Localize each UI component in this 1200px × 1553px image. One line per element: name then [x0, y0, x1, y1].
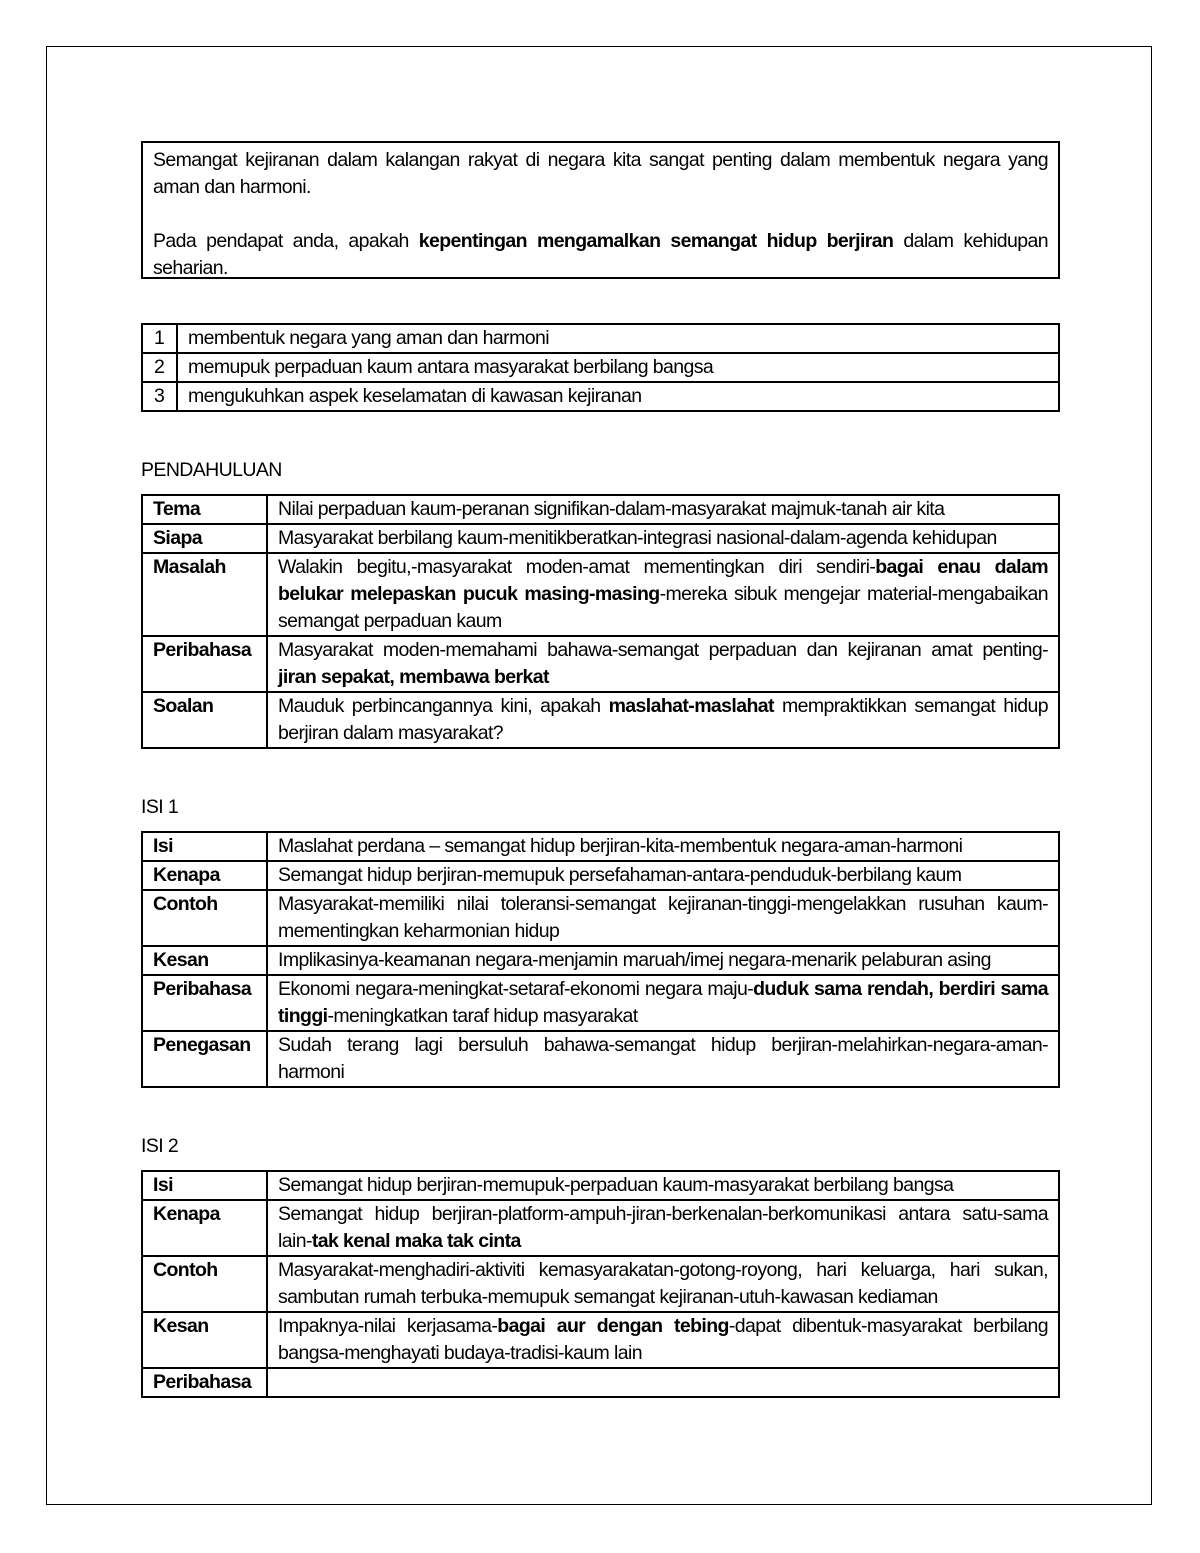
row-label: Siapa [142, 524, 267, 553]
point-number: 2 [142, 353, 177, 382]
row-label: Peribahasa [142, 636, 267, 692]
point-text: mengukuhkan aspek keselamatan di kawasan kejiranan [177, 382, 1059, 411]
table-row [142, 861, 1059, 890]
peribahasa-phrase: jiran sepakat, membawa berkat [278, 666, 549, 688]
table-row [142, 1171, 1059, 1200]
row-text: Maslahat perdana – semangat hidup berjiran-kita-membentuk negara-aman-harmoni [267, 832, 1059, 861]
row-text [267, 975, 1059, 1031]
row-text: Masyarakat-menghadiri-aktiviti kemasyarakatan-gotong-royong, hari keluarga, hari sukan, sambutan rumah terbuka-memupuk semangat kejiranan-utuh-kawasan kediaman [267, 1256, 1059, 1312]
question-context: Semangat kejiranan dalam kalangan rakyat di negara kita sangat penting dalam membentuk negara yang aman dan harmoni. [153, 149, 1048, 198]
isi-2-table [141, 1170, 1060, 1398]
row-text: Masyarakat berbilang kaum-menitikberatkan-integrasi nasional-dalam-agenda kehidupan [267, 524, 1059, 553]
document-content [141, 141, 1060, 1398]
row-label: Tema [142, 495, 267, 524]
table-row [142, 353, 1059, 382]
row-label: Contoh [142, 1256, 267, 1312]
row-text: Nilai perpaduan kaum-peranan signifikan-dalam-masyarakat majmuk-tanah air kita [267, 495, 1059, 524]
points-table [141, 323, 1060, 412]
table-row [142, 553, 1059, 636]
row-text [267, 692, 1059, 748]
row-label: Peribahasa [142, 1368, 267, 1397]
keyword: maslahat-maslahat [608, 695, 774, 717]
row-text [267, 1200, 1059, 1256]
row-label: Kenapa [142, 861, 267, 890]
row-text [267, 553, 1059, 636]
row-text: Semangat hidup berjiran-memupuk persefahaman-antara-penduduk-berbilang kaum [267, 861, 1059, 890]
text-part: Walakin begitu,-masyarakat moden-amat mementingkan diri sendiri- [278, 556, 876, 578]
table-row [142, 324, 1059, 353]
isi-1-table [141, 831, 1060, 1088]
table-row [142, 636, 1059, 692]
text-part: Masyarakat moden-memahami bahawa-semangat perpaduan dan kejiranan amat penting- [278, 639, 1048, 661]
row-label: Soalan [142, 692, 267, 748]
row-label: Peribahasa [142, 975, 267, 1031]
table-row [142, 524, 1059, 553]
row-label: Contoh [142, 890, 267, 946]
row-label: Kesan [142, 1312, 267, 1368]
text-part: Ekonomi negara-meningkat-setaraf-ekonomi negara maju- [278, 978, 754, 1000]
point-number: 3 [142, 382, 177, 411]
row-label: Penegasan [142, 1031, 267, 1087]
text-part: Semangat hidup berjiran-platform-ampuh-jiran-berkenalan-berkomunikasi antara satu-sama lain- [278, 1203, 1048, 1252]
section-title-isi-2: ISI 2 [141, 1135, 179, 1157]
text-part: Impaknya-nilai kerjasama- [278, 1315, 498, 1337]
row-label: Masalah [142, 553, 267, 636]
text-part: -meningkatkan taraf hidup masyarakat [327, 1005, 638, 1027]
row-label: Kenapa [142, 1200, 267, 1256]
row-text: Implikasinya-keamanan negara-menjamin maruah/imej negara-menarik pelaburan asing [267, 946, 1059, 975]
question-text-part: dalam kehidupan seharian. [153, 230, 1049, 279]
peribahasa-phrase: bagai aur dengan tebing [497, 1315, 729, 1337]
row-text: Sudah terang lagi bersuluh bahawa-semangat hidup berjiran-melahirkan-negara-aman-harmoni [267, 1031, 1059, 1087]
row-label: Kesan [142, 946, 267, 975]
point-text: membentuk negara yang aman dan harmoni [177, 324, 1059, 353]
table-row [142, 1368, 1059, 1397]
peribahasa-phrase: bagai enau dalam belukar melepaskan pucuk masing-masing [278, 556, 1048, 605]
table-row [142, 890, 1059, 946]
table-row [142, 946, 1059, 975]
table-row [142, 1031, 1059, 1087]
text-part: -mereka sibuk mengejar material-mengabaikan semangat perpaduan kaum [278, 583, 1048, 632]
question-text-part: Pada pendapat anda, apakah [153, 230, 419, 252]
row-label: Isi [142, 832, 267, 861]
peribahasa-phrase: duduk sama rendah, berdiri sama tinggi [278, 978, 1048, 1027]
question-text [153, 228, 1048, 282]
point-number: 1 [142, 324, 177, 353]
peribahasa-phrase: tak kenal maka tak cinta [311, 1230, 521, 1252]
row-text-empty [267, 1368, 1059, 1397]
table-row [142, 692, 1059, 748]
pendahuluan-table [141, 494, 1060, 749]
row-text: Masyarakat-memiliki nilai toleransi-semangat kejiranan-tinggi-mengelakkan rusuhan kaum-mementingkan keharmonian hidup [267, 890, 1059, 946]
text-part: Mauduk perbincangannya kini, apakah [278, 695, 609, 717]
row-text [267, 636, 1059, 692]
table-row [142, 1200, 1059, 1256]
table-row [142, 1312, 1059, 1368]
table-row [142, 382, 1059, 411]
row-text [267, 1312, 1059, 1368]
table-row [142, 495, 1059, 524]
text-part: -dapat dibentuk-masyarakat berbilang bangsa-menghayati budaya-tradisi-kaum lain [278, 1315, 1048, 1364]
point-text: memupuk perpaduan kaum antara masyarakat berbilang bangsa [177, 353, 1059, 382]
question-keyword: kepentingan mengamalkan semangat hidup berjiran [418, 230, 894, 252]
section-title-isi-1: ISI 1 [141, 796, 179, 818]
row-label: Isi [142, 1171, 267, 1200]
table-row [142, 1256, 1059, 1312]
question-box [141, 141, 1060, 279]
row-text: Semangat hidup berjiran-memupuk-perpaduan kaum-masyarakat berbilang bangsa [267, 1171, 1059, 1200]
table-row [142, 975, 1059, 1031]
section-title-pendahuluan: PENDAHULUAN [141, 459, 282, 481]
table-row [142, 832, 1059, 861]
text-part: mempraktikkan semangat hidup berjiran dalam masyarakat? [278, 695, 1048, 744]
